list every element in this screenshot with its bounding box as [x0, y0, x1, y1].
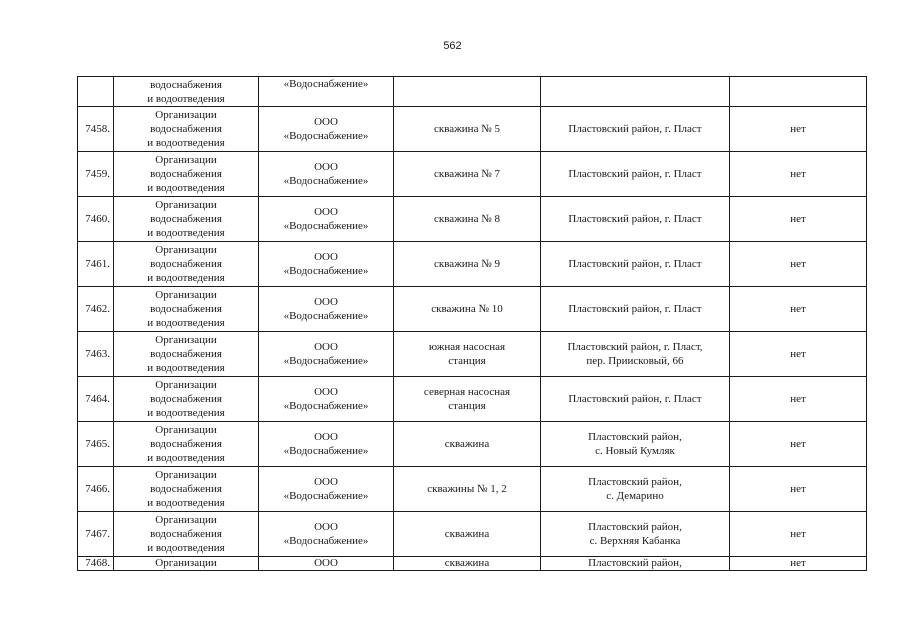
- cell-line: станция: [448, 400, 486, 412]
- cell-number: 7462.: [78, 287, 114, 332]
- cell-object: [394, 557, 541, 571]
- cell-org-type: [114, 152, 259, 197]
- cell-number: 7465.: [78, 422, 114, 467]
- cell-object: [394, 242, 541, 287]
- page-number: 562: [443, 40, 462, 52]
- cell-org-name: [259, 242, 394, 287]
- cell-line: Пластовский район, г. Пласт: [568, 213, 702, 225]
- table-row: [78, 377, 867, 422]
- cell-line: станция: [448, 355, 486, 367]
- cell-line: ООО: [314, 206, 338, 218]
- table-row: [78, 422, 867, 467]
- cell-org-name: [259, 77, 394, 107]
- cell-line: Пластовский район,: [588, 521, 682, 533]
- cell-address: [541, 377, 730, 422]
- cell-line: Организации: [155, 469, 217, 481]
- cell-line: водоснабжения: [150, 78, 222, 91]
- table-row: [78, 287, 867, 332]
- cell-number: 7463.: [78, 332, 114, 377]
- cell-line: «Водоснабжение»: [283, 78, 369, 90]
- cell-flag: нет: [730, 197, 867, 242]
- cell-line: «Водоснабжение»: [283, 535, 369, 547]
- cell-flag: нет: [730, 377, 867, 422]
- cell-flag: нет: [730, 287, 867, 332]
- cell-number: 7466.: [78, 467, 114, 512]
- cell-org-type: [114, 197, 259, 242]
- cell-org-type: [114, 377, 259, 422]
- cell-line: и водоотведения: [147, 497, 225, 509]
- cell-line: ООО: [314, 521, 338, 533]
- cell-line: ООО: [314, 116, 338, 128]
- cell-object: [394, 512, 541, 557]
- cell-line: водоснабжения: [150, 393, 222, 405]
- cell-line: Пластовский район,: [588, 431, 682, 443]
- cell-line: ООО: [314, 161, 338, 173]
- cell-flag: нет: [730, 557, 867, 571]
- cell-object: [394, 467, 541, 512]
- cell-line: и водоотведения: [147, 272, 225, 284]
- cell-line: Пластовский район, г. Пласт: [568, 168, 702, 180]
- cell-org-type: [114, 77, 259, 107]
- cell-line: Организации: [155, 289, 217, 301]
- cell-org-name: [259, 332, 394, 377]
- cell-line: Пластовский район, г. Пласт: [568, 123, 702, 135]
- table-row: [78, 197, 867, 242]
- table-row: [78, 332, 867, 377]
- cell-line: водоснабжения: [150, 303, 222, 315]
- table-row: [78, 107, 867, 152]
- table-row: [78, 152, 867, 197]
- cell-org-type: [114, 467, 259, 512]
- table-row: [78, 242, 867, 287]
- cell-org-name: [259, 512, 394, 557]
- cell-address: [541, 287, 730, 332]
- cell-line: Организации: [155, 379, 217, 391]
- cell-org-type: [114, 287, 259, 332]
- cell-line: южная насосная: [428, 341, 506, 353]
- cell-line: Пластовский район, г. Пласт: [568, 258, 702, 270]
- cell-line: Организации: [155, 424, 217, 436]
- cell-org-name: [259, 197, 394, 242]
- cell-line: «Водоснабжение»: [283, 175, 369, 187]
- cell-address: [541, 422, 730, 467]
- cell-line: скважина № 5: [434, 123, 500, 135]
- cell-address: [541, 152, 730, 197]
- cell-object: [394, 332, 541, 377]
- cell-line: водоснабжения: [150, 438, 222, 450]
- cell-flag: нет: [730, 242, 867, 287]
- cell-number: 7460.: [78, 197, 114, 242]
- cell-org-name: [259, 422, 394, 467]
- cell-address: [541, 242, 730, 287]
- cell-line: и водоотведения: [147, 317, 225, 329]
- cell-object: [394, 422, 541, 467]
- cell-object: [394, 152, 541, 197]
- cell-line: Организации: [155, 514, 217, 526]
- cell-line: пер. Приисковый, 66: [586, 355, 684, 367]
- cell-line: ООО: [314, 341, 338, 353]
- cell-line: Организации: [155, 199, 217, 211]
- cell-org-name: [259, 287, 394, 332]
- cell-flag: [730, 77, 867, 107]
- cell-line: скважина: [444, 557, 490, 569]
- cell-line: с. Верхняя Кабанка: [589, 535, 681, 547]
- cell-object: [394, 197, 541, 242]
- cell-line: скважина № 7: [434, 168, 500, 180]
- cell-address: [541, 512, 730, 557]
- table-row: [78, 77, 867, 107]
- cell-line: с. Демарино: [606, 490, 664, 502]
- cell-line: Пластовский район, г. Пласт: [568, 303, 702, 315]
- table-row: [78, 557, 867, 571]
- cell-number: [78, 77, 114, 107]
- cell-line: «Водоснабжение»: [283, 490, 369, 502]
- registry-table: [77, 76, 867, 571]
- cell-line: скважина № 8: [434, 213, 500, 225]
- cell-line: Пластовский район, г. Пласт: [568, 393, 702, 405]
- cell-line: «Водоснабжение»: [283, 220, 369, 232]
- cell-line: «Водоснабжение»: [283, 400, 369, 412]
- cell-line: водоснабжения: [150, 348, 222, 360]
- cell-line: скважина: [444, 438, 490, 450]
- cell-line: и водоотведения: [147, 407, 225, 419]
- cell-line: ООО: [314, 386, 338, 398]
- cell-line: Организации: [155, 244, 217, 256]
- cell-object: [394, 287, 541, 332]
- cell-org-name: [259, 377, 394, 422]
- cell-flag: нет: [730, 512, 867, 557]
- cell-address: [541, 557, 730, 571]
- cell-line: «Водоснабжение»: [283, 310, 369, 322]
- cell-line: Организации: [155, 334, 217, 346]
- cell-line: ООО: [314, 431, 338, 443]
- cell-line: скважина № 9: [434, 258, 500, 270]
- cell-org-type: [114, 557, 259, 571]
- cell-address: [541, 197, 730, 242]
- cell-line: «Водоснабжение»: [283, 130, 369, 142]
- cell-line: Организации: [155, 557, 217, 569]
- cell-line: и водоотведения: [147, 182, 225, 194]
- cell-number: 7458.: [78, 107, 114, 152]
- cell-line: и водоотведения: [147, 362, 225, 374]
- cell-org-name: [259, 152, 394, 197]
- cell-line: водоснабжения: [150, 483, 222, 495]
- cell-line: «Водоснабжение»: [283, 265, 369, 277]
- cell-line: ООО: [314, 296, 338, 308]
- cell-line: скважины № 1, 2: [427, 483, 507, 495]
- cell-flag: нет: [730, 332, 867, 377]
- cell-number: 7459.: [78, 152, 114, 197]
- cell-line: Пластовский район,: [588, 557, 682, 569]
- cell-address: [541, 467, 730, 512]
- cell-org-type: [114, 512, 259, 557]
- cell-org-name: [259, 107, 394, 152]
- cell-line: и водоотведения: [147, 227, 225, 239]
- cell-object: [394, 107, 541, 152]
- cell-address: [541, 77, 730, 107]
- table-row: [78, 467, 867, 512]
- table-row: [78, 512, 867, 557]
- cell-object: [394, 377, 541, 422]
- cell-line: «Водоснабжение»: [283, 445, 369, 457]
- cell-flag: нет: [730, 152, 867, 197]
- cell-org-name: [259, 557, 394, 571]
- cell-line: и водоотведения: [147, 452, 225, 464]
- cell-line: водоснабжения: [150, 213, 222, 225]
- cell-line: Организации: [155, 154, 217, 166]
- cell-org-type: [114, 107, 259, 152]
- cell-org-type: [114, 422, 259, 467]
- cell-line: водоснабжения: [150, 528, 222, 540]
- cell-org-type: [114, 242, 259, 287]
- cell-line: Организации: [155, 109, 217, 121]
- cell-line: скважина № 10: [431, 303, 503, 315]
- cell-org-type: [114, 332, 259, 377]
- cell-flag: нет: [730, 107, 867, 152]
- cell-line: ООО: [314, 251, 338, 263]
- cell-line: Пластовский район, г. Пласт,: [567, 341, 703, 353]
- cell-line: и водоотведения: [147, 137, 225, 149]
- cell-line: водоснабжения: [150, 123, 222, 135]
- cell-number: 7461.: [78, 242, 114, 287]
- cell-line: водоснабжения: [150, 168, 222, 180]
- cell-flag: нет: [730, 467, 867, 512]
- cell-line: Пластовский район,: [588, 476, 682, 488]
- cell-number: 7467.: [78, 512, 114, 557]
- cell-line: ООО: [314, 557, 338, 569]
- cell-line: ООО: [314, 476, 338, 488]
- cell-number: 7468.: [78, 557, 114, 571]
- cell-line: и водоотведения: [147, 92, 225, 105]
- cell-address: [541, 107, 730, 152]
- cell-line: и водоотведения: [147, 542, 225, 554]
- cell-line: водоснабжения: [150, 258, 222, 270]
- cell-org-name: [259, 467, 394, 512]
- cell-line: северная насосная: [423, 386, 511, 398]
- cell-object: [394, 77, 541, 107]
- cell-line: скважина: [444, 528, 490, 540]
- cell-flag: нет: [730, 422, 867, 467]
- cell-line: «Водоснабжение»: [283, 355, 369, 367]
- cell-address: [541, 332, 730, 377]
- registry-table-body: [78, 77, 867, 571]
- cell-line: с. Новый Кумляк: [595, 445, 675, 457]
- cell-number: 7464.: [78, 377, 114, 422]
